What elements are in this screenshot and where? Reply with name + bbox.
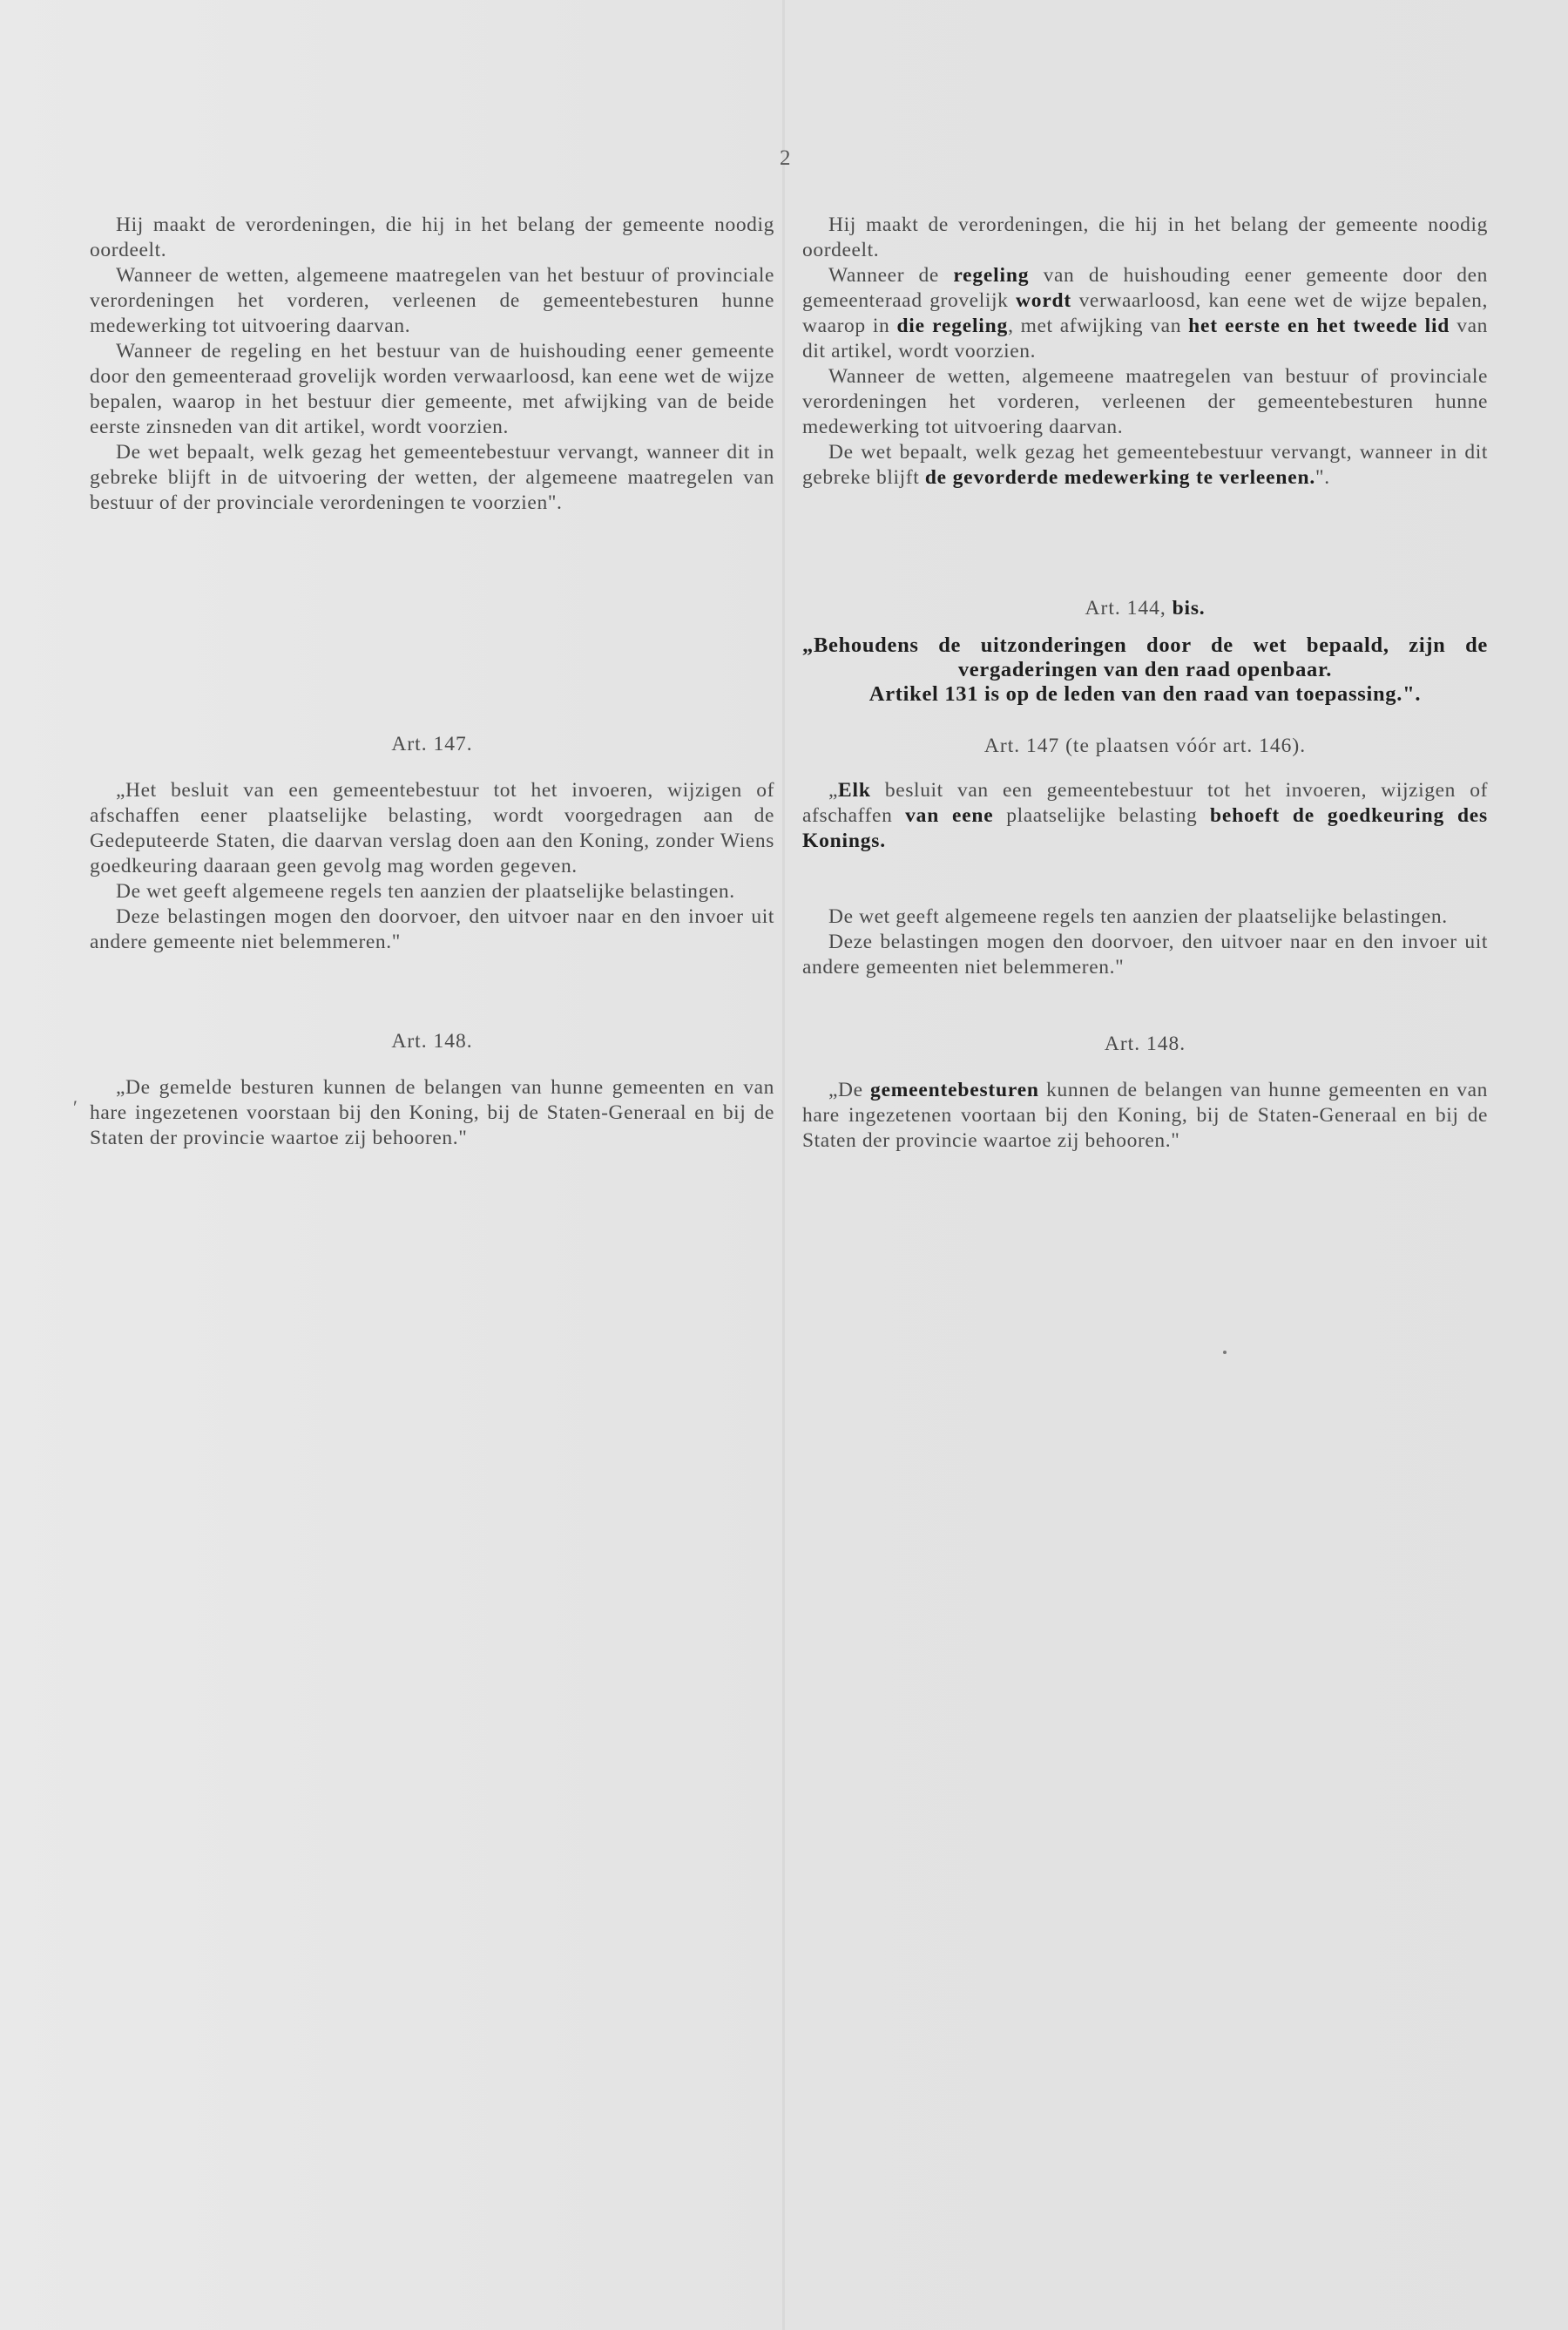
left-column-top xyxy=(90,213,774,516)
right-paragraph-3: Wanneer de wetten, algemeene maatregelen van bestuur of provinciale verordeningen het vorderen, verleenen der gemeentebesturen hunne medewerking tot uitvoering daarvan. xyxy=(802,365,1488,438)
left-article-147 xyxy=(90,732,774,955)
right-article-148 xyxy=(802,1032,1488,1154)
right-art147-paragraph-2: De wet geeft algemeene regels ten aanzien der plaatselijke belastingen. xyxy=(828,905,1448,928)
right-paragraph-2: Wanneer de regeling van de huishouding eener gemeente door den gemeenteraad grovelijk wordt verwaarloosd, kan eene wet de wijze bepalen, waarop in die regeling, met afwijking van het eerste en het tweede lid van dit artikel, wordt voorzien. xyxy=(802,264,1489,362)
left-paragraph-3: Wanneer de regeling en het bestuur van de huishouding eener gemeente door den gemeenteraad grovelijk worden verwaarloosd, kan eene wet de wijze bepalen, waarop in het bestuur dier gemeente, met afwijking van de beide eerste zinsneden van dit artikel, wordt voorzien. xyxy=(90,340,774,438)
left-art148-paragraph-1: „De gemelde besturen kunnen de belangen van hunne gemeenten en van hare ingezetenen voorstaan bij den Koning, bij de Staten-Generaal en bij de Staten der provincie waartoe zij behooren." xyxy=(90,1076,774,1149)
left-art148-heading: Art. 148. xyxy=(391,1030,473,1053)
right-paragraph-4: De wet bepaalt, welk gezag het gemeentebestuur vervangt, wanneer in dit gebreke blijft de gevorderde medewerking te verleenen.". xyxy=(802,441,1488,489)
right-art144-heading: Art. 144, bis. xyxy=(1085,597,1206,620)
left-art147-paragraph-1: „Het besluit van een gemeentebestuur tot het invoeren, wijzigen of afschaffen eener plaatselijke belasting, wordt voorgedragen aan de Gedeputeerde Staten, die daarvan verslag doen aan den Koning, zonder Wiens goedkeuring daaraan geen gevolg mag worden gegeven. xyxy=(90,779,774,877)
left-art147-paragraph-2: De wet geeft algemeene regels ten aanzien der plaatselijke belastingen. xyxy=(116,880,735,903)
right-art144-text-2: Artikel 131 is op de leden van den raad van toepassing.". xyxy=(868,682,1422,706)
left-art147-heading: Art. 147. xyxy=(391,733,473,755)
left-paragraph-4: De wet bepaalt, welk gezag het gemeentebestuur vervangt, wanneer dit in gebreke blijft in de uitvoering der wetten, der algemeene maatregelen van bestuur of der provinciale verordeningen te voorzien". xyxy=(90,441,774,514)
left-paragraph-1: Hij maakt de verordeningen, die hij in het belang der gemeente noodig oordeelt. xyxy=(90,213,774,261)
speck xyxy=(1223,1351,1227,1354)
right-article-144-bis xyxy=(802,596,1488,707)
right-art147-heading: Art. 147 (te plaatsen vóór art. 146). xyxy=(983,735,1307,757)
right-art144-text-1: „Behoudens de uitzonderingen door de wet bepaald, zijn de vergaderingen van den raad openbaar. xyxy=(802,633,1488,681)
margin-mark: ′ xyxy=(73,1096,78,1118)
page-fold xyxy=(782,0,785,2330)
right-art147-paragraph-3: Deze belastingen mogen den doorvoer, den uitvoer naar en den invoer uit andere gemeenten niet belemmeren." xyxy=(802,931,1488,979)
right-article-147 xyxy=(802,734,1488,980)
left-article-148 xyxy=(90,1029,774,1151)
left-art147-paragraph-3: Deze belastingen mogen den doorvoer, den uitvoer naar en den invoer uit andere gemeente niet belemmeren." xyxy=(90,905,774,953)
right-art148-paragraph-1: „De gemeentebesturen kunnen de belangen van hunne gemeenten en van hare ingezetenen voortaan bij den Koning, bij de Staten-Generaal en bij de Staten der provincie waartoe zij behooren." xyxy=(802,1079,1488,1152)
right-paragraph-1: Hij maakt de verordeningen, die hij in het belang der gemeente noodig oordeelt. xyxy=(802,213,1488,261)
page-number: 2 xyxy=(780,146,791,170)
left-paragraph-2: Wanneer de wetten, algemeene maatregelen van het bestuur of provinciale verordeningen het vorderen, verleenen de gemeentebesturen hunne medewerking tot uitvoering daarvan. xyxy=(90,264,774,337)
right-art147-paragraph-1: „Elk besluit van een gemeentebestuur tot het invoeren, wijzigen of afschaffen van eene plaatselijke belasting behoeft de goedkeuring des Konings. xyxy=(802,779,1488,852)
right-column-top xyxy=(802,213,1488,491)
right-art148-heading: Art. 148. xyxy=(1104,1033,1186,1055)
